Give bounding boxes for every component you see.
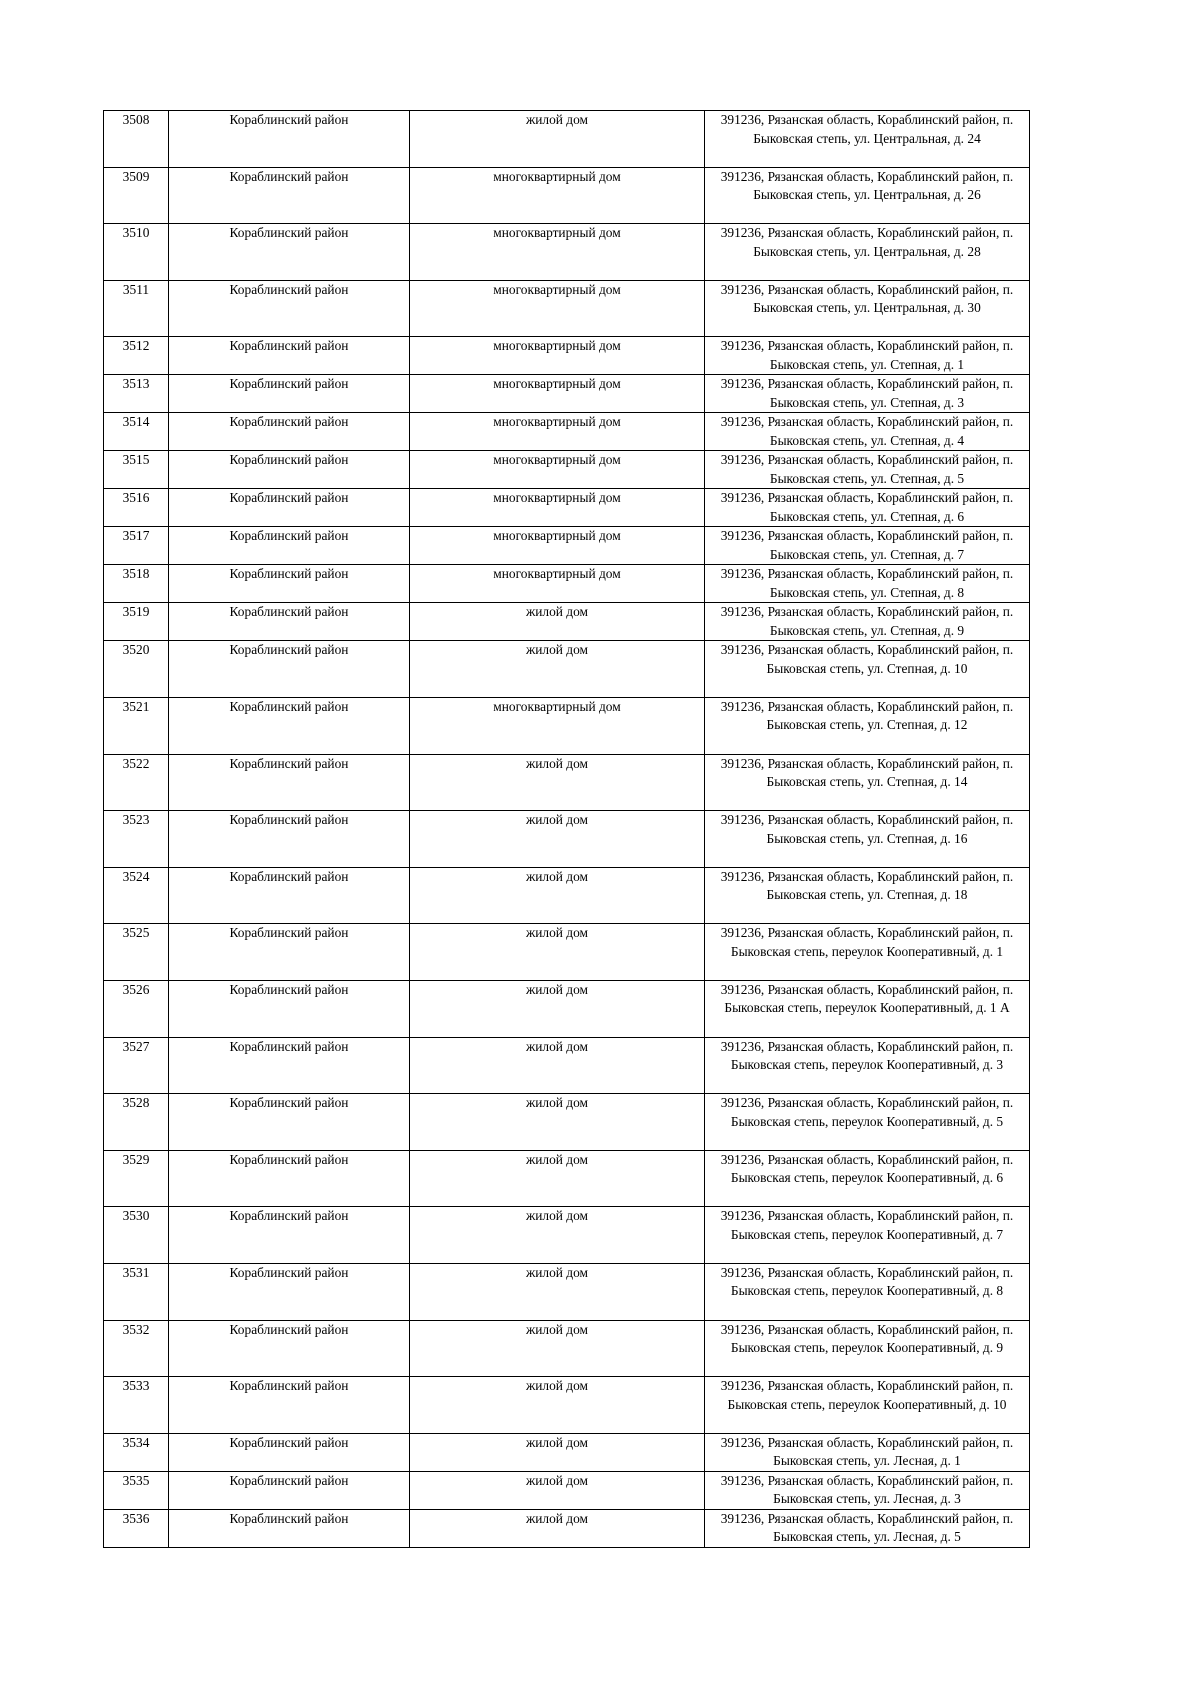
address-cell: 391236, Рязанская область, Кораблинский район, п. Быковская степь, ул. Степная, д. 7 — [705, 527, 1030, 565]
district-cell: Кораблинский район — [169, 811, 410, 868]
row-number-cell: 3528 — [104, 1094, 169, 1151]
table-row — [104, 754, 1030, 811]
district-cell: Кораблинский район — [169, 167, 410, 224]
table-row — [104, 1207, 1030, 1264]
building-type-cell: жилой дом — [410, 924, 705, 981]
row-number-cell: 3526 — [104, 980, 169, 1037]
row-number-cell: 3523 — [104, 811, 169, 868]
building-type-cell: жилой дом — [410, 1150, 705, 1207]
table-row — [104, 1150, 1030, 1207]
table-row — [104, 565, 1030, 603]
table-row — [104, 1509, 1030, 1547]
district-cell: Кораблинский район — [169, 1263, 410, 1320]
address-cell: 391236, Рязанская область, Кораблинский район, п. Быковская степь, ул. Лесная, д. 5 — [705, 1509, 1030, 1547]
table-row — [104, 337, 1030, 375]
district-cell: Кораблинский район — [169, 924, 410, 981]
district-cell: Кораблинский район — [169, 1037, 410, 1094]
building-type-cell: жилой дом — [410, 811, 705, 868]
table-row — [104, 980, 1030, 1037]
table-row — [104, 1037, 1030, 1094]
table-row — [104, 1377, 1030, 1434]
address-cell: 391236, Рязанская область, Кораблинский район, п. Быковская степь, ул. Степная, д. 18 — [705, 867, 1030, 924]
row-number-cell: 3520 — [104, 641, 169, 698]
building-type-cell: многоквартирный дом — [410, 413, 705, 451]
building-type-cell: жилой дом — [410, 1471, 705, 1509]
building-type-cell: многоквартирный дом — [410, 375, 705, 413]
address-cell: 391236, Рязанская область, Кораблинский район, п. Быковская степь, ул. Степная, д. 1 — [705, 337, 1030, 375]
address-cell: 391236, Рязанская область, Кораблинский район, п. Быковская степь, переулок Кооперативный, д. 8 — [705, 1263, 1030, 1320]
address-cell: 391236, Рязанская область, Кораблинский район, п. Быковская степь, переулок Кооперативный, д. 7 — [705, 1207, 1030, 1264]
address-cell: 391236, Рязанская область, Кораблинский район, п. Быковская степь, переулок Кооперативный, д. 9 — [705, 1320, 1030, 1377]
table-row — [104, 867, 1030, 924]
building-type-cell: многоквартирный дом — [410, 565, 705, 603]
building-type-cell: многоквартирный дом — [410, 527, 705, 565]
district-cell: Кораблинский район — [169, 1377, 410, 1434]
row-number-cell: 3517 — [104, 527, 169, 565]
row-number-cell: 3522 — [104, 754, 169, 811]
district-cell: Кораблинский район — [169, 697, 410, 754]
district-cell: Кораблинский район — [169, 603, 410, 641]
row-number-cell: 3533 — [104, 1377, 169, 1434]
row-number-cell: 3525 — [104, 924, 169, 981]
district-cell: Кораблинский район — [169, 111, 410, 168]
row-number-cell: 3519 — [104, 603, 169, 641]
district-cell: Кораблинский район — [169, 527, 410, 565]
address-cell: 391236, Рязанская область, Кораблинский район, п. Быковская степь, переулок Кооперативный, д. 6 — [705, 1150, 1030, 1207]
table-row — [104, 527, 1030, 565]
building-type-cell: жилой дом — [410, 1433, 705, 1471]
district-cell: Кораблинский район — [169, 1207, 410, 1264]
row-number-cell: 3521 — [104, 697, 169, 754]
district-cell: Кораблинский район — [169, 1471, 410, 1509]
district-cell: Кораблинский район — [169, 1509, 410, 1547]
address-cell: 391236, Рязанская область, Кораблинский район, п. Быковская степь, ул. Центральная, д. 30 — [705, 280, 1030, 337]
table-row — [104, 280, 1030, 337]
address-cell: 391236, Рязанская область, Кораблинский район, п. Быковская степь, ул. Центральная, д. 28 — [705, 224, 1030, 281]
row-number-cell: 3535 — [104, 1471, 169, 1509]
address-cell: 391236, Рязанская область, Кораблинский район, п. Быковская степь, переулок Кооперативный, д. 1 А — [705, 980, 1030, 1037]
district-cell: Кораблинский район — [169, 867, 410, 924]
district-cell: Кораблинский район — [169, 413, 410, 451]
building-type-cell: жилой дом — [410, 111, 705, 168]
building-type-cell: жилой дом — [410, 1509, 705, 1547]
row-number-cell: 3512 — [104, 337, 169, 375]
table-row — [104, 811, 1030, 868]
row-number-cell: 3516 — [104, 489, 169, 527]
address-cell: 391236, Рязанская область, Кораблинский район, п. Быковская степь, ул. Степная, д. 10 — [705, 641, 1030, 698]
address-cell: 391236, Рязанская область, Кораблинский район, п. Быковская степь, ул. Степная, д. 3 — [705, 375, 1030, 413]
row-number-cell: 3509 — [104, 167, 169, 224]
row-number-cell: 3532 — [104, 1320, 169, 1377]
registry-body — [104, 111, 1030, 1548]
building-type-cell: многоквартирный дом — [410, 489, 705, 527]
building-type-cell: жилой дом — [410, 980, 705, 1037]
district-cell: Кораблинский район — [169, 375, 410, 413]
building-type-cell: многоквартирный дом — [410, 280, 705, 337]
building-type-cell: жилой дом — [410, 1037, 705, 1094]
row-number-cell: 3531 — [104, 1263, 169, 1320]
district-cell: Кораблинский район — [169, 280, 410, 337]
address-cell: 391236, Рязанская область, Кораблинский район, п. Быковская степь, ул. Центральная, д. 24 — [705, 111, 1030, 168]
row-number-cell: 3529 — [104, 1150, 169, 1207]
building-type-cell: многоквартирный дом — [410, 451, 705, 489]
district-cell: Кораблинский район — [169, 224, 410, 281]
table-row — [104, 641, 1030, 698]
district-cell: Кораблинский район — [169, 1320, 410, 1377]
district-cell: Кораблинский район — [169, 641, 410, 698]
table-row — [104, 1263, 1030, 1320]
table-row — [104, 224, 1030, 281]
building-type-cell: многоквартирный дом — [410, 167, 705, 224]
building-type-cell: многоквартирный дом — [410, 337, 705, 375]
address-cell: 391236, Рязанская область, Кораблинский район, п. Быковская степь, ул. Степная, д. 14 — [705, 754, 1030, 811]
building-type-cell: жилой дом — [410, 1207, 705, 1264]
row-number-cell: 3514 — [104, 413, 169, 451]
building-type-cell: жилой дом — [410, 603, 705, 641]
table-row — [104, 451, 1030, 489]
address-cell: 391236, Рязанская область, Кораблинский район, п. Быковская степь, ул. Степная, д. 16 — [705, 811, 1030, 868]
row-number-cell: 3515 — [104, 451, 169, 489]
table-row — [104, 413, 1030, 451]
row-number-cell: 3536 — [104, 1509, 169, 1547]
table-row — [104, 1471, 1030, 1509]
row-number-cell: 3508 — [104, 111, 169, 168]
district-cell: Кораблинский район — [169, 1150, 410, 1207]
district-cell: Кораблинский район — [169, 754, 410, 811]
address-cell: 391236, Рязанская область, Кораблинский район, п. Быковская степь, ул. Степная, д. 6 — [705, 489, 1030, 527]
district-cell: Кораблинский район — [169, 980, 410, 1037]
building-type-cell: жилой дом — [410, 641, 705, 698]
building-type-cell: жилой дом — [410, 1320, 705, 1377]
building-type-cell: жилой дом — [410, 1377, 705, 1434]
row-number-cell: 3518 — [104, 565, 169, 603]
address-cell: 391236, Рязанская область, Кораблинский район, п. Быковская степь, переулок Кооперативный, д. 1 — [705, 924, 1030, 981]
address-cell: 391236, Рязанская область, Кораблинский район, п. Быковская степь, переулок Кооперативный, д. 3 — [705, 1037, 1030, 1094]
district-cell: Кораблинский район — [169, 489, 410, 527]
address-cell: 391236, Рязанская область, Кораблинский район, п. Быковская степь, ул. Степная, д. 5 — [705, 451, 1030, 489]
row-number-cell: 3527 — [104, 1037, 169, 1094]
table-row — [104, 924, 1030, 981]
building-type-cell: многоквартирный дом — [410, 224, 705, 281]
address-cell: 391236, Рязанская область, Кораблинский район, п. Быковская степь, ул. Лесная, д. 3 — [705, 1471, 1030, 1509]
district-cell: Кораблинский район — [169, 1094, 410, 1151]
address-cell: 391236, Рязанская область, Кораблинский район, п. Быковская степь, ул. Степная, д. 12 — [705, 697, 1030, 754]
address-cell: 391236, Рязанская область, Кораблинский район, п. Быковская степь, ул. Лесная, д. 1 — [705, 1433, 1030, 1471]
district-cell: Кораблинский район — [169, 1433, 410, 1471]
district-cell: Кораблинский район — [169, 451, 410, 489]
table-row — [104, 697, 1030, 754]
table-row — [104, 167, 1030, 224]
building-type-cell: жилой дом — [410, 1094, 705, 1151]
table-row — [104, 1094, 1030, 1151]
district-cell: Кораблинский район — [169, 565, 410, 603]
table-row — [104, 603, 1030, 641]
table-row — [104, 111, 1030, 168]
address-cell: 391236, Рязанская область, Кораблинский район, п. Быковская степь, переулок Кооперативный, д. 10 — [705, 1377, 1030, 1434]
table-row — [104, 489, 1030, 527]
table-row — [104, 1433, 1030, 1471]
row-number-cell: 3530 — [104, 1207, 169, 1264]
address-cell: 391236, Рязанская область, Кораблинский район, п. Быковская степь, ул. Степная, д. 8 — [705, 565, 1030, 603]
building-type-cell: жилой дом — [410, 1263, 705, 1320]
building-type-cell: жилой дом — [410, 867, 705, 924]
building-type-cell: многоквартирный дом — [410, 697, 705, 754]
address-cell: 391236, Рязанская область, Кораблинский район, п. Быковская степь, ул. Степная, д. 4 — [705, 413, 1030, 451]
row-number-cell: 3510 — [104, 224, 169, 281]
address-cell: 391236, Рязанская область, Кораблинский район, п. Быковская степь, ул. Степная, д. 9 — [705, 603, 1030, 641]
table-row — [104, 375, 1030, 413]
housing-registry-table — [103, 110, 1030, 1548]
table-row — [104, 1320, 1030, 1377]
address-cell: 391236, Рязанская область, Кораблинский район, п. Быковская степь, ул. Центральная, д. 26 — [705, 167, 1030, 224]
row-number-cell: 3524 — [104, 867, 169, 924]
building-type-cell: жилой дом — [410, 754, 705, 811]
address-cell: 391236, Рязанская область, Кораблинский район, п. Быковская степь, переулок Кооперативный, д. 5 — [705, 1094, 1030, 1151]
row-number-cell: 3534 — [104, 1433, 169, 1471]
district-cell: Кораблинский район — [169, 337, 410, 375]
row-number-cell: 3511 — [104, 280, 169, 337]
row-number-cell: 3513 — [104, 375, 169, 413]
